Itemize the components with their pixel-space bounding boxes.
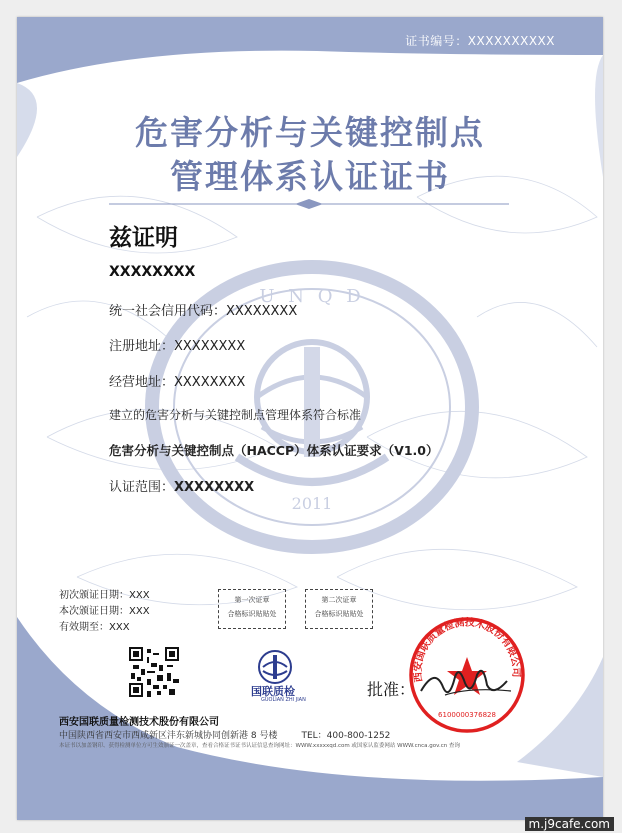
registered-address: 注册地址：XXXXXXXX — [109, 339, 246, 354]
footer-address: 中国陕西省西安市西咸新区沣东新城协同创新港 8 号楼 — [59, 731, 278, 741]
footer-company: 西安国联质量检测技术股份有限公司 — [59, 717, 219, 728]
approval-label: 批准： — [367, 680, 416, 699]
site-watermark: m.j9cafe.com — [525, 817, 614, 831]
organization-name: XXXXXXXX — [109, 264, 196, 280]
title-divider — [109, 197, 509, 211]
scope-label: 认证范围： — [109, 480, 175, 495]
certify-heading: 兹证明 — [109, 225, 178, 251]
certificate-page — [17, 17, 603, 820]
standard-name: 危害分析与关键控制点（HACCP）体系认证要求（V1.0） — [109, 443, 439, 458]
stamp-box-first-line1: 第一次证章 — [234, 596, 270, 604]
scope-value: XXXXXXXX — [174, 480, 255, 495]
stamp-box-second — [305, 589, 373, 629]
signature — [415, 657, 515, 707]
certification-scope — [109, 476, 254, 495]
footer-address-line — [59, 728, 390, 741]
certificate-number: 证书编号：XXXXXXXXXX — [405, 34, 555, 48]
current-issue-date: 本次颁证日期：XXX — [59, 606, 150, 617]
footer-note: 本证书以加盖钢印、获得检测单位方可生效颁证一次盖章，查看合格证书证书认证信息查询网址：WWW.xxxxxqd.com 或国家认监委网站 WWW.cnca.gov.cn 查询 — [59, 743, 460, 749]
stamp-box-first — [218, 589, 286, 629]
credit-code: 统一社会信用代码：XXXXXXXX — [109, 304, 298, 319]
seal-arc-text: 西安国联质量检测技术股份有限公司 — [412, 617, 522, 683]
operating-address: 经营地址：XXXXXXXX — [109, 375, 246, 390]
emblem-year: 2011 — [291, 494, 333, 513]
stamp-box-second-line2: 合格标识贴贴处 — [314, 610, 364, 618]
logo-english: GUOLIAN ZHI JIAN — [261, 697, 306, 703]
title-line-2: 管理体系认证证书 — [170, 157, 450, 196]
qr-code — [129, 647, 179, 697]
title-line-1: 危害分析与关键控制点 — [135, 113, 485, 152]
stamp-box-second-line1: 第二次证章 — [321, 596, 357, 604]
valid-until-date: 有效期至：XXX — [59, 622, 130, 633]
emblem-arc-text: U N Q D — [259, 286, 365, 307]
conformity-statement: 建立的危害分析与关键控制点管理体系符合标准 — [109, 408, 362, 422]
stamp-box-first-line2: 合格标识贴贴处 — [227, 610, 277, 618]
first-issue-date: 初次颁证日期：XXX — [59, 590, 150, 601]
logo-name: 国联质检 — [251, 685, 295, 698]
footer-tel: TEL：400-800-1252 — [301, 731, 391, 741]
seal-number: 6100000376828 — [438, 711, 496, 719]
